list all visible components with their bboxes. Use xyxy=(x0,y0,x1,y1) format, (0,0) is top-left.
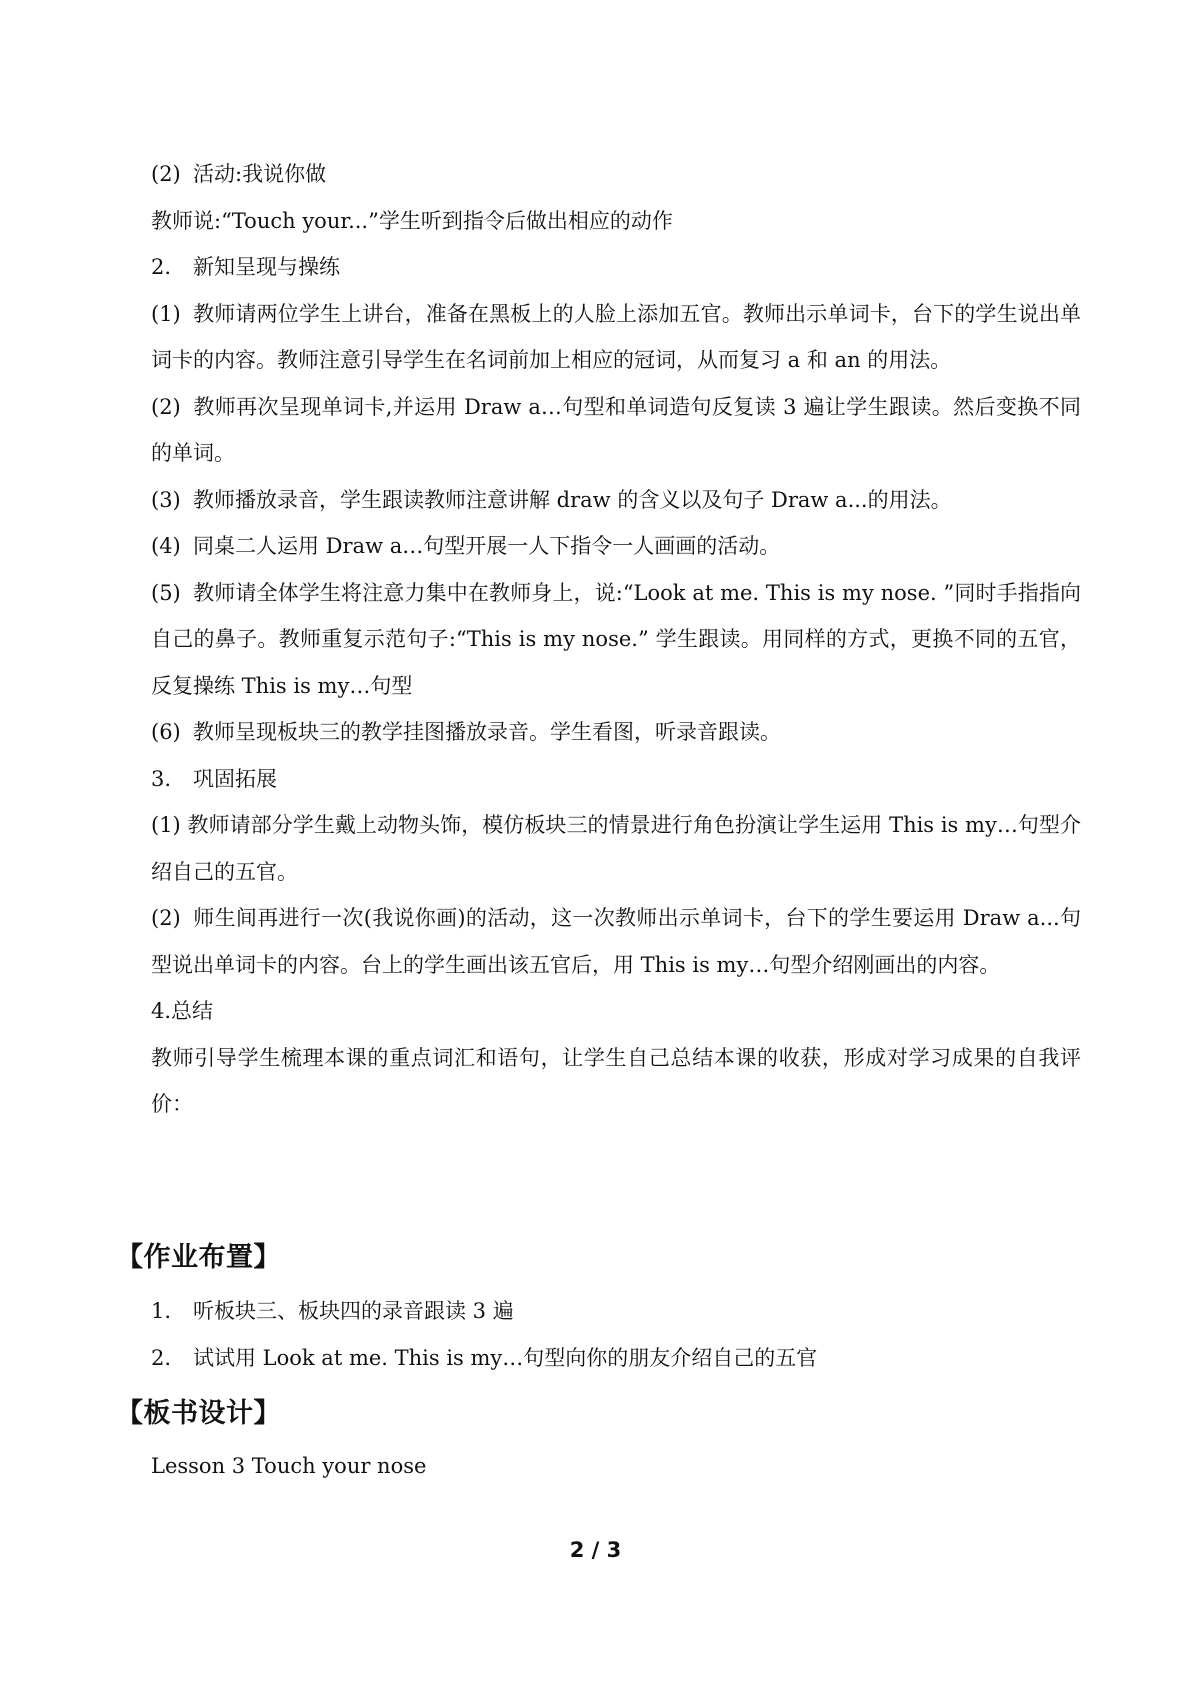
paragraph-step-5: (5) 教师请全体学生将注意力集中在教师身上，说:“Look at me. This is my nose. ”同时手指指向自己的鼻子。教师重复示范句子:“This is my nose.” 学生跟读。用同样的方式，更换不同的五官，反复操练 This is my…句型 xyxy=(151,570,1081,710)
paragraph-section-2: 2. 新知呈现与操练 xyxy=(151,244,1081,291)
board-design-heading: 【板书设计】 xyxy=(116,1398,281,1429)
paragraph-consolidate-2: (2) 师生间再进行一次(我说你画)的活动，这一次教师出示单词卡，台下的学生要运用 Draw a...句型说出单词卡的内容。台上的学生画出该五官后，用 This is my…句型介绍刚画出的内容。 xyxy=(151,895,1081,988)
homework-item: 2. 试试用 Look at me. This is my…句型向你的朋友介绍自己的五官 xyxy=(151,1335,1081,1382)
item-number: (2) xyxy=(151,906,181,930)
paragraph-summary-title: 4.总结 xyxy=(151,999,214,1023)
item-number: (2) xyxy=(151,162,181,186)
paragraph-step-4: (4) 同桌二人运用 Draw a…句型开展一人下指令一人画画的活动。 xyxy=(151,523,1081,570)
item-number: 1. xyxy=(151,1299,172,1323)
item-number: (2) xyxy=(151,394,181,419)
item-number: (1) xyxy=(151,301,181,326)
paragraph-activity-desc: 教师说:“Touch your...”学生听到指令后做出相应的动作 xyxy=(151,208,673,233)
item-number: 2. xyxy=(151,1345,172,1370)
paragraph-activity-title: (2) 活动:我说你做 xyxy=(151,151,1081,198)
item-number: 2. xyxy=(151,255,172,279)
item-number: (3) xyxy=(151,487,181,512)
paragraph-consolidate-1: (1) 教师请部分学生戴上动物头饰，模仿板块三的情景进行角色扮演让学生运用 This is my…句型介绍自己的五官。 xyxy=(151,813,1081,884)
paragraph-step-6: (6) 教师呈现板块三的教学挂图播放录音。学生看图，听录音跟读。 xyxy=(151,709,1081,756)
board-design-text: Lesson 3 Touch your nose xyxy=(151,1454,427,1478)
paragraph-step-3: (3) 教师播放录音，学生跟读教师注意讲解 draw 的含义以及句子 Draw a...的用法。 xyxy=(151,477,1081,524)
homework-list xyxy=(151,1288,1081,1381)
homework-heading: 【作业布置】 xyxy=(116,1242,281,1273)
item-number: (5) xyxy=(151,580,181,605)
item-number: (4) xyxy=(151,534,181,558)
homework-item: 1. 听板块三、板块四的录音跟读 3 遍 xyxy=(151,1288,1081,1335)
board-design-content xyxy=(151,1443,1081,1490)
item-number: 3. xyxy=(151,766,172,791)
paragraph-section-3: 3. 巩固拓展 xyxy=(151,756,1081,803)
paragraph-step-1: (1) 教师请两位学生上讲台，准备在黑板上的人脸上添加五官。教师出示单词卡，台下的学生说出单词卡的内容。教师注意引导学生在名词前加上相应的冠词，从而复习 a 和 an 的用法。 xyxy=(151,291,1081,384)
lesson-body xyxy=(151,151,1081,1128)
page-number: 2 / 3 xyxy=(569,1538,622,1562)
paragraph-summary: 教师引导学生梳理本课的重点词汇和语句，让学生自己总结本课的收获，形成对学习成果的自我评价： xyxy=(151,1045,1081,1116)
paragraph-step-2: (2) 教师再次呈现单词卡,并运用 Draw a…句型和单词造句反复读 3 遍让学生跟读。然后变换不同的单词。 xyxy=(151,384,1081,477)
item-number: (6) xyxy=(151,720,181,744)
